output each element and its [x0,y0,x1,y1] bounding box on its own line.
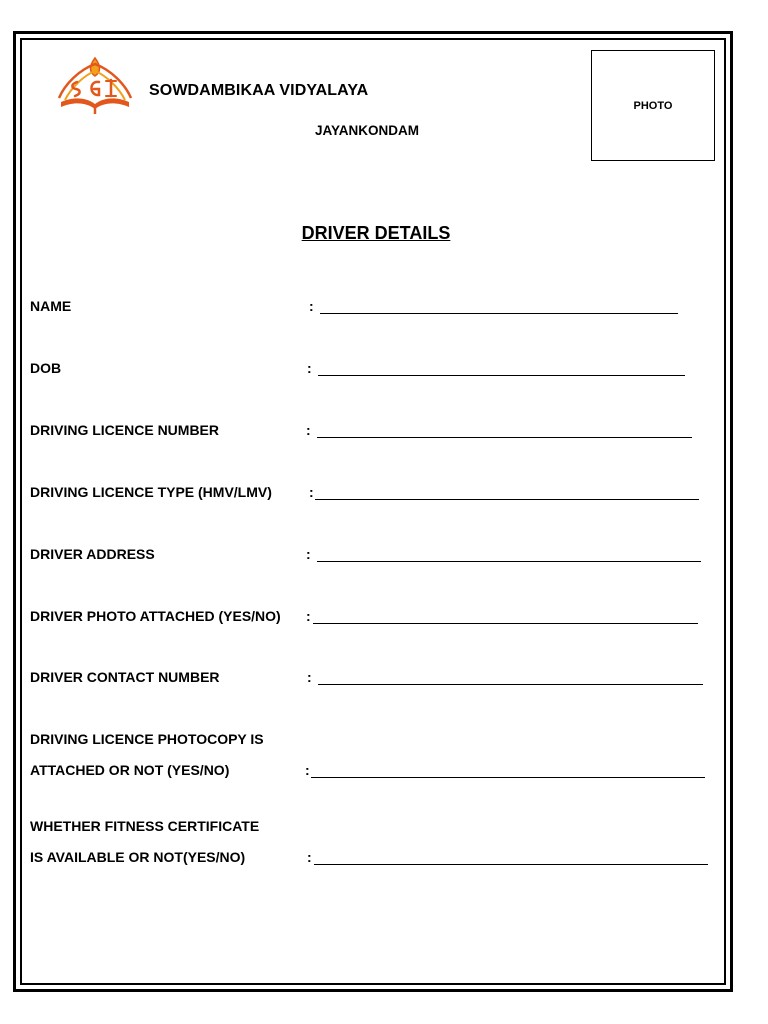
field-label-licence-photocopy-line2: ATTACHED OR NOT (YES/NO) [30,762,230,778]
field-label-dob: DOB [30,360,62,376]
field-blank-fitness-certificate[interactable] [314,864,708,865]
field-label-name: NAME [30,298,72,314]
field-blank-dob[interactable] [318,375,685,376]
school-place: JAYANKONDAM [315,123,420,138]
photo-label: PHOTO [633,99,673,112]
field-label-fitness-certificate-line2: IS AVAILABLE OR NOT(YES/NO) [30,849,246,865]
field-label-licence-number: DRIVING LICENCE NUMBER [30,422,220,438]
field-colon-photo-attached: : [306,608,311,624]
page-border-inner [20,38,726,985]
field-colon-licence-photocopy: : [305,762,310,778]
field-colon-fitness-certificate: : [307,849,312,865]
field-blank-licence-number[interactable] [317,437,692,438]
field-label-contact-number: DRIVER CONTACT NUMBER [30,669,220,685]
field-blank-contact-number[interactable] [318,684,703,685]
field-label-licence-type: DRIVING LICENCE TYPE (HMV/LMV) [30,484,272,500]
field-colon-driver-address: : [306,546,311,562]
school-logo [53,54,137,116]
field-label-licence-photocopy-line1: DRIVING LICENCE PHOTOCOPY IS [30,731,264,747]
photo-box [591,50,715,161]
form-title: DRIVER DETAILS [301,223,451,243]
field-blank-licence-type[interactable] [315,499,699,500]
field-label-fitness-certificate-line1: WHETHER FITNESS CERTIFICATE [30,818,260,834]
field-blank-driver-address[interactable] [317,561,701,562]
field-label-photo-attached: DRIVER PHOTO ATTACHED (YES/NO) [30,608,281,624]
field-colon-licence-type: : [309,484,314,500]
field-label-driver-address: DRIVER ADDRESS [30,546,155,562]
field-blank-name[interactable] [320,313,678,314]
field-colon-dob: : [307,360,312,376]
field-colon-licence-number: : [306,422,311,438]
field-blank-licence-photocopy[interactable] [311,777,705,778]
field-blank-photo-attached[interactable] [313,623,698,624]
field-colon-name: : [309,298,314,314]
field-colon-contact-number: : [307,669,312,685]
school-name: SOWDAMBIKAA VIDYALAYA [149,82,369,99]
